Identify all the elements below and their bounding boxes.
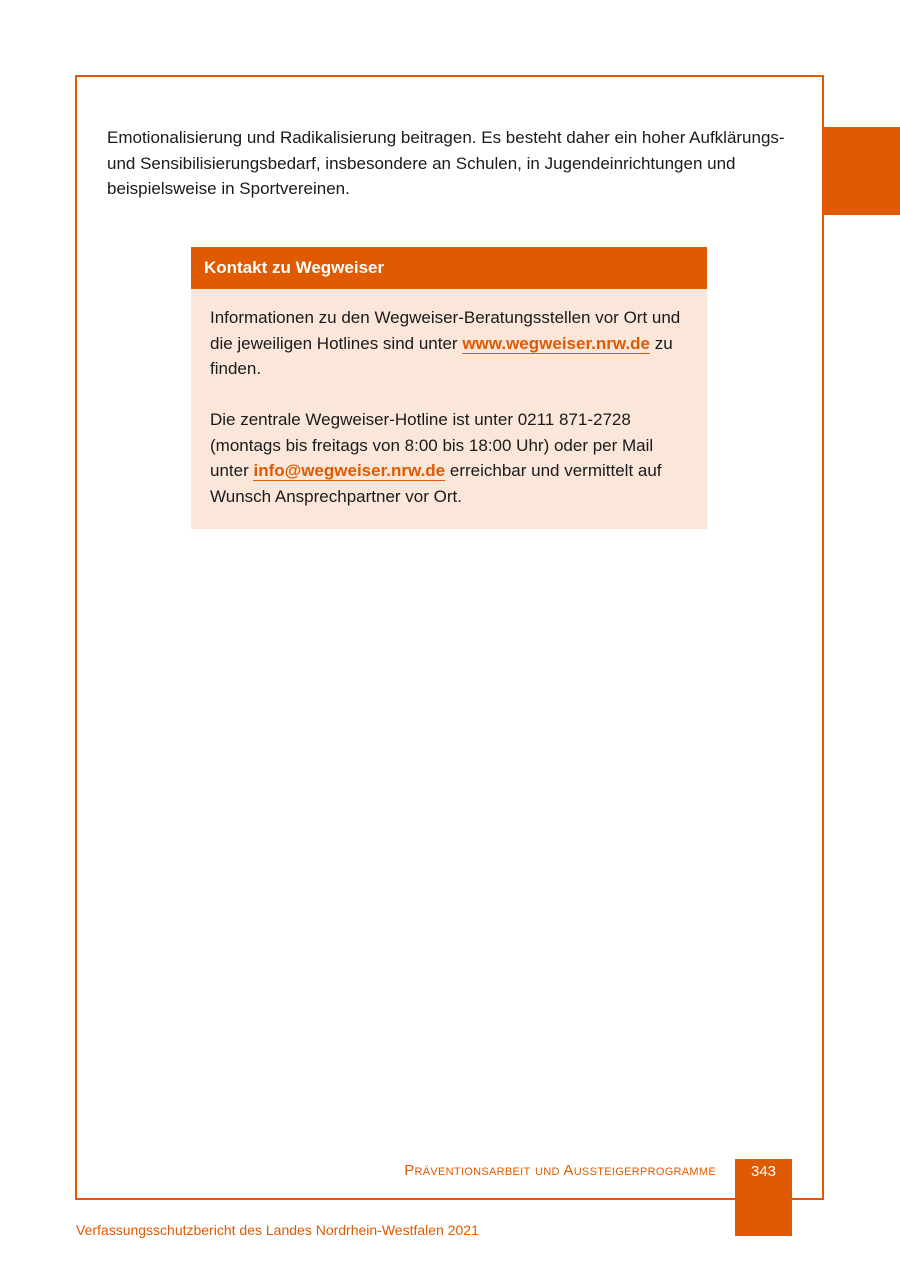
wegweiser-website-link[interactable]: www.wegweiser.nrw.de — [462, 333, 651, 353]
contact-box-title: Kontakt zu Wegweiser — [191, 247, 707, 289]
footer-report-title: Verfassungsschutzbericht des Landes Nordrhein-Westfalen 2021 — [76, 1222, 479, 1238]
contact-paragraph-hotline-text: Die zentrale Wegweiser-Hotline ist unter 0211 871-2728 (montags bis freitags von 8:00 bis 18:00 Uhr) oder per Mail unter — [210, 410, 654, 480]
contact-box-body — [191, 289, 707, 509]
contact-paragraph-info — [210, 305, 687, 382]
chapter-side-tab — [822, 127, 900, 215]
page-number: 343 — [750, 1163, 777, 1180]
page-frame — [75, 75, 824, 1200]
wegweiser-email-link[interactable]: info@wegweiser.nrw.de — [253, 461, 446, 480]
intro-paragraph: Emotionalisierung und Radikalisierung beitragen. Es besteht daher ein hoher Aufklärungs- und Sensibilisierungsbedarf, insbesondere an Schulen, in Jugendeinrichtungen und beispielsweise in Sportvereinen. — [107, 128, 785, 198]
contact-info-box — [191, 247, 707, 529]
contact-paragraph-info-suffix: zu finden. — [210, 333, 673, 378]
contact-paragraph-hotline — [210, 407, 687, 509]
footer-section-title: Präventionsarbeit und Aussteigerprogramme — [404, 1162, 716, 1179]
contact-paragraph-hotline-suffix: erreichbar und vermittelt auf Wunsch Ansprechpartner vor Ort. — [210, 461, 662, 506]
contact-paragraph-info-text: Informationen zu den Wegweiser-Beratungsstellen vor Ort und die jeweiligen Hotlines sind unter — [210, 308, 681, 353]
